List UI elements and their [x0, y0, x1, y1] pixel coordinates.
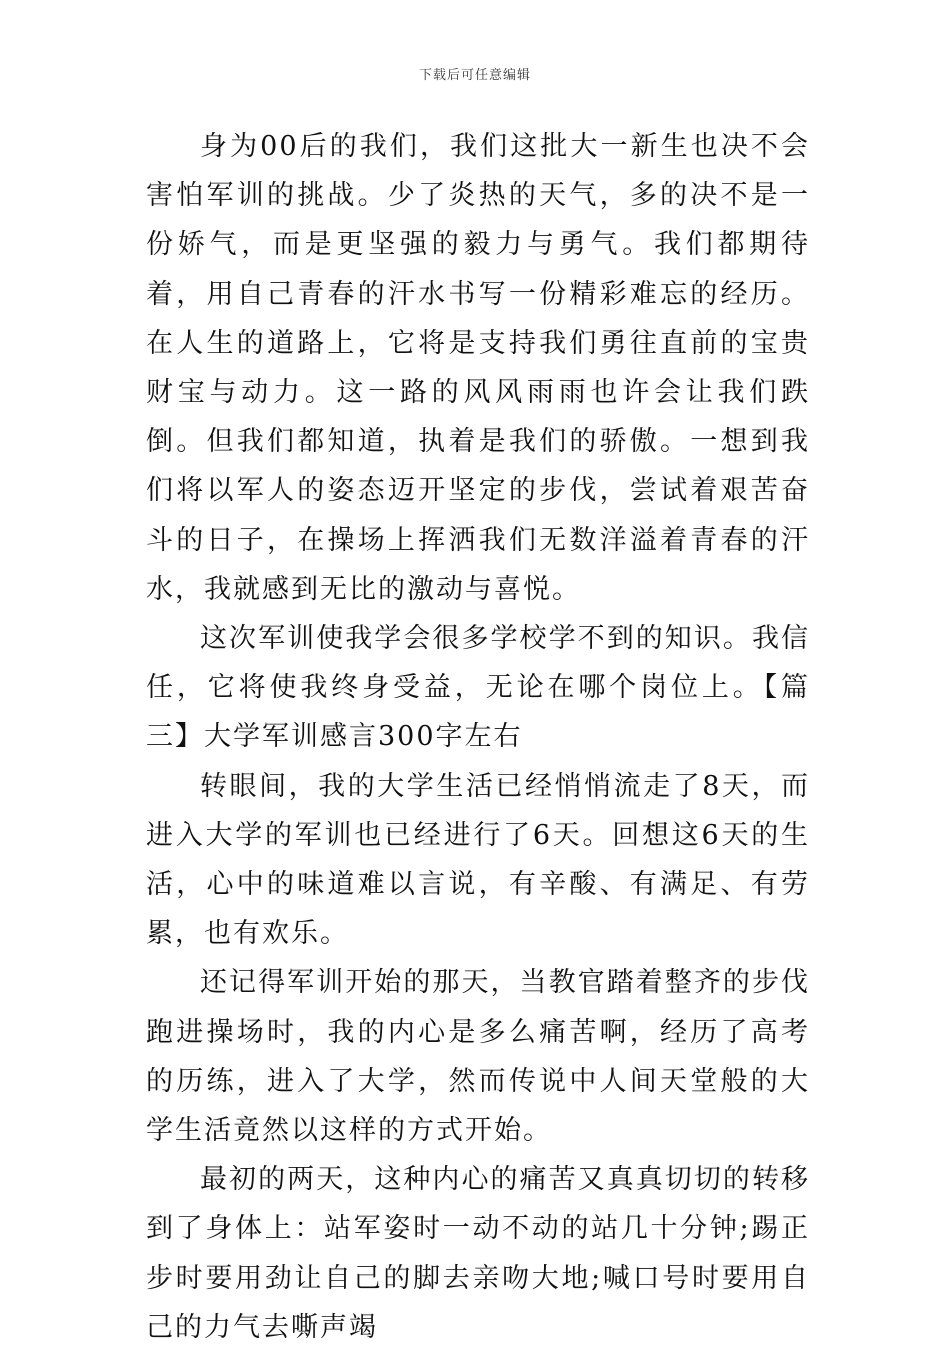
paragraph: 身为00后的我们，我们这批大一新生也决不会害怕军训的挑战。少了炎热的天气，多的决不是一份娇气，而是更坚强的毅力与勇气。我们都期待着，用自己青春的汗水书写一份精彩难忘的经历。在人生的道路上，它将是支持我们勇往直前的宝贵财宝与动力。这一路的风风雨雨也许会让我们跌倒。但我们都知道，执着是我们的骄傲。一想到我们将以军人的姿态迈开坚定的步伐，尝试着艰苦奋斗的日子，在操场上挥洒我们无数洋溢着青春的汗水，我就感到无比的激动与喜悦。: [146, 131, 810, 605]
paragraph: 转眼间，我的大学生活已经悄悄流走了8天，而进入大学的军训也已经进行了6天。回想这6天的生活，心中的味道难以言说，有辛酸、有满足、有劳累，也有欢乐。: [146, 770, 810, 950]
header-note: 下载后可任意编辑: [418, 68, 531, 83]
paragraph: 最初的两天，这种内心的痛苦又真真切切的转移到了身体上：站军姿时一动不动的站几十分钟;踢正步时要用劲让自己的脚去亲吻大地;喊口号时要用自己的力气去嘶声竭: [146, 1164, 810, 1343]
paragraph: 这次军训使我学会很多学校学不到的知识。我信任，它将使我终身受益，无论在哪个岗位上。【篇三】大学军训感言300字左右: [146, 623, 810, 753]
paragraph: 还记得军训开始的那天，当教官踏着整齐的步伐跑进操场时，我的内心是多么痛苦啊，经历了高考的历练，进入了大学，然而传说中人间天堂般的大学生活竟然以这样的方式开始。: [146, 967, 810, 1147]
document-body: [146, 122, 810, 1352]
